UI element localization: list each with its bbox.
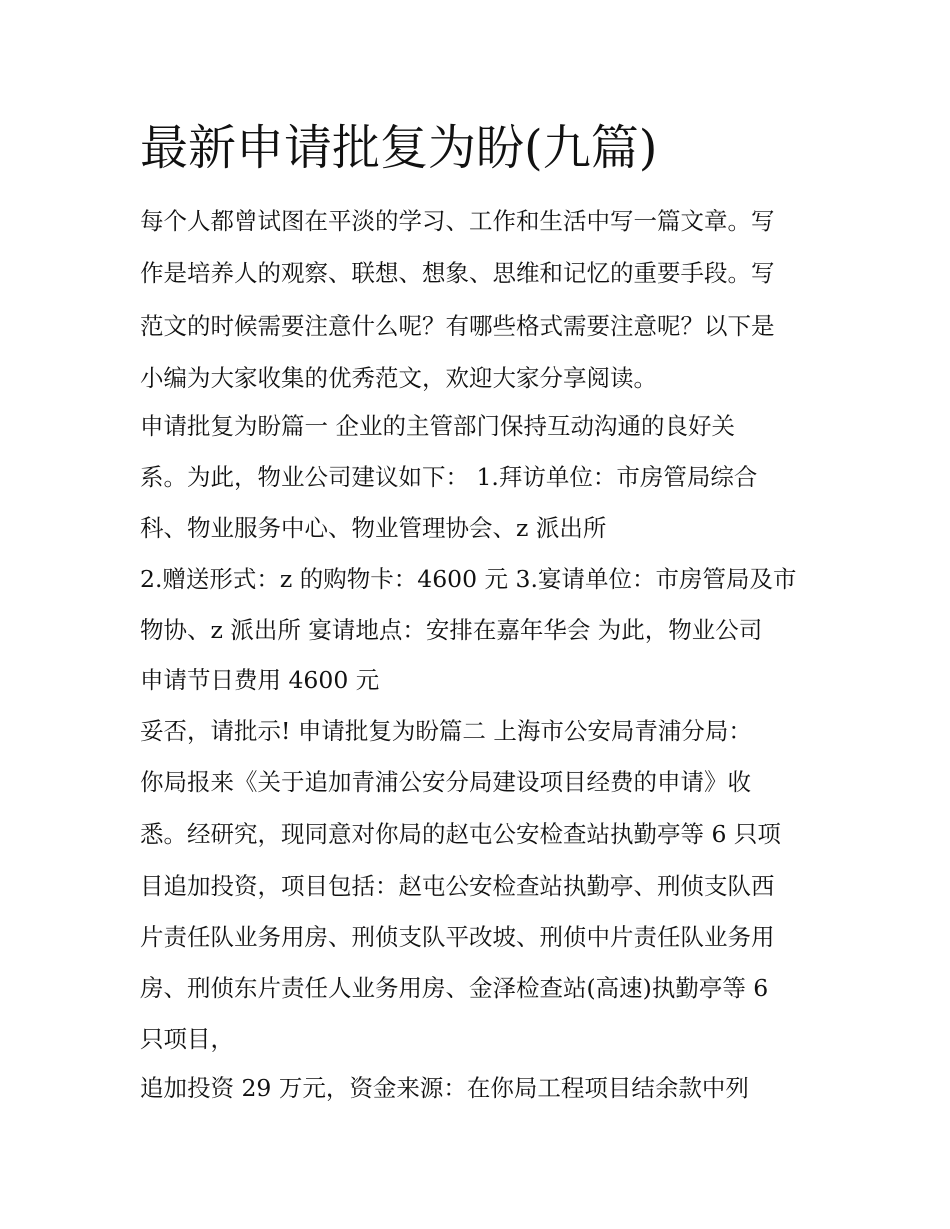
body-line-14: 目追加投资，项目包括：赵屯公安检查站执勤亭、刑侦支队西 [140,872,775,900]
body-line-16: 房、刑侦东片责任人业务用房、金泽检查站(高速)执勤亭等 6 [140,974,769,1002]
body-line-3: 范文的时候需要注意什么呢？有哪些格式需要注意呢？以下是 [140,312,775,340]
body-line-15: 片责任队业务用房、刑侦支队平改坡、刑侦中片责任队业务用 [140,923,775,951]
page-title: 最新申请批复为盼(九篇) [140,120,658,176]
body-line-12: 你局报来《关于追加青浦公安分局建设项目经费的申请》收 [140,768,751,796]
body-line-11: 妥否，请批示! 申请批复为盼篇二 上海市公安局青浦分局： [140,717,752,745]
body-line-13: 悉。经研究，现同意对你局的赵屯公安检查站执勤亭等 6 只项 [140,820,781,848]
body-line-1: 每个人都曾试图在平淡的学习、工作和生活中写一篇文章。写 [140,207,775,235]
body-line-17: 只项目， [140,1025,234,1053]
body-line-8: 2.赠送形式：z 的购物卡：4600 元 3.宴请单位：市房管局及市 [140,565,797,593]
body-line-6: 系。为此，物业公司建议如下： 1.拜访单位：市房管局综合 [140,463,758,491]
body-line-5: 申请批复为盼篇一 企业的主管部门保持互动沟通的良好关 [140,412,735,440]
body-line-4: 小编为大家收集的优秀范文，欢迎大家分享阅读。 [140,364,657,392]
body-line-2: 作是培养人的观察、联想、想象、思维和记忆的重要手段。写 [140,259,775,287]
body-line-18: 追加投资 29 万元，资金来源：在你局工程项目结余款中列 [140,1074,749,1102]
body-line-10: 申请节日费用 4600 元 [140,666,380,694]
body-line-7: 科、物业服务中心、物业管理协会、z 派出所 [140,514,607,542]
body-line-9: 物协、z 派出所 宴请地点：安排在嘉年华会 为此，物业公司 [140,616,763,644]
